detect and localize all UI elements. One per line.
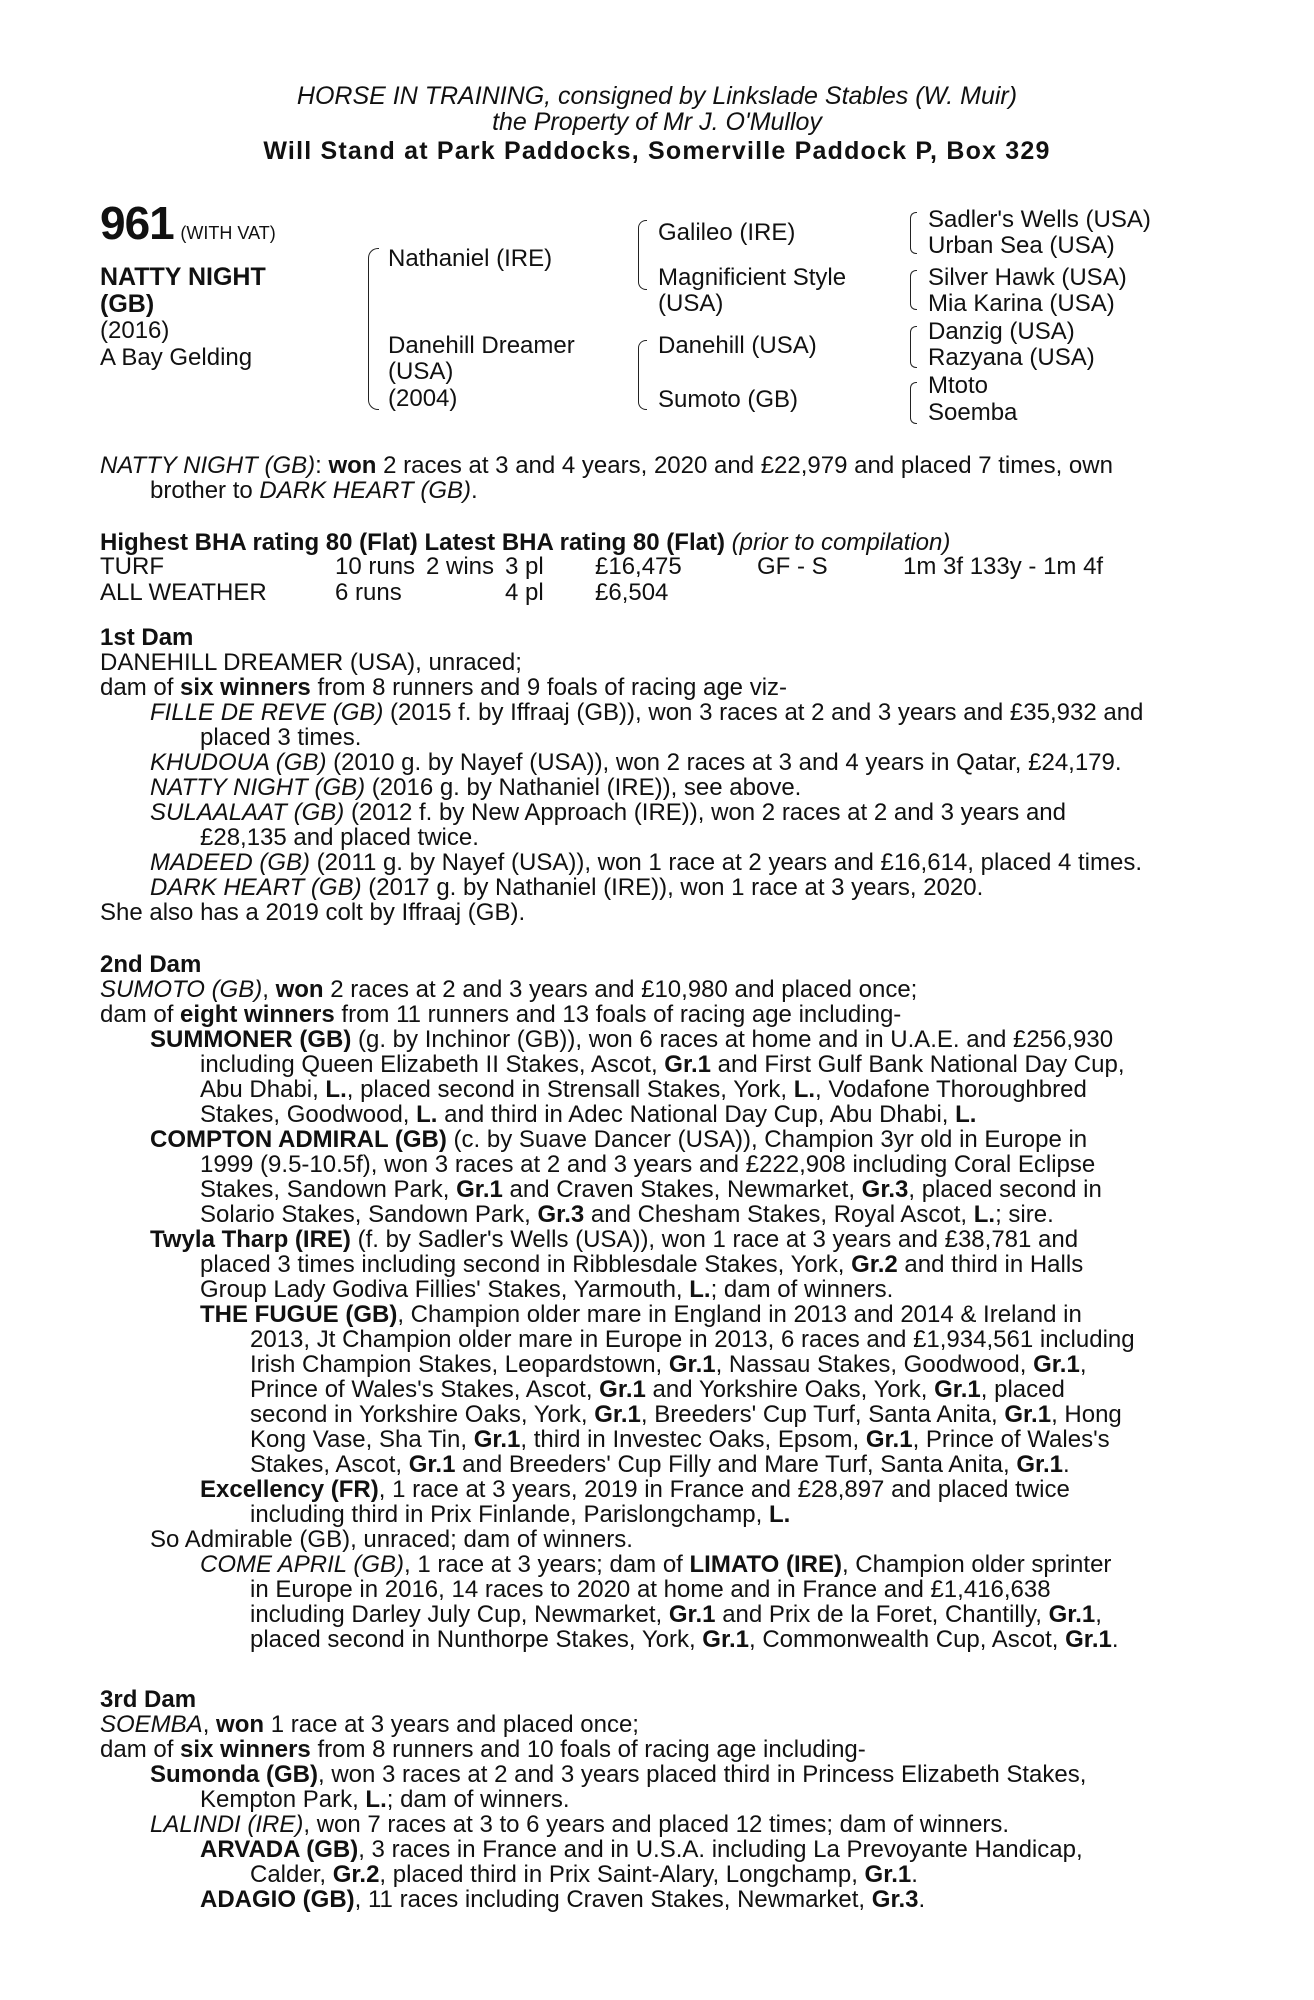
third-dam-name: SOEMBA (100, 1711, 203, 1738)
dam-sire-dam: Razyana (USA) (928, 344, 1095, 371)
produce-text: (2012 f. by New Approach (IRE)), won 2 races at 2 and 3 years and (344, 799, 1066, 826)
produce-text: , placed (980, 1376, 1065, 1403)
grade: Gr.1 (473, 1426, 521, 1453)
prize: £16,475 (595, 553, 682, 580)
produce-text: , 1 race at 3 years, 2019 in France and £28,897 and placed twice (378, 1476, 1070, 1503)
grade: Gr.1 (456, 1176, 503, 1203)
surface: ALL WEATHER (100, 579, 267, 606)
dam-sire: Danehill (USA) (658, 332, 817, 359)
grade: Gr.1 (1065, 1626, 1112, 1653)
horse-description: A Bay Gelding (100, 344, 253, 371)
punct: . (911, 1861, 918, 1888)
produce-text: Kempton Park, (200, 1786, 366, 1813)
winners-bold: six winners (180, 674, 311, 701)
produce-text: (2011 g. by Nayef (USA)), won 1 race at 2 years and £16,614, placed 4 times. (310, 849, 1143, 876)
produce-text: , Hong (1051, 1401, 1122, 1428)
grade: Gr.1 (864, 1861, 912, 1888)
summary-horse: NATTY NIGHT (GB) (100, 452, 316, 479)
lot-number-block (100, 197, 276, 249)
produce-text: (2017 g. by Nathaniel (IRE)), won 1 race at 3 years, 2020. (361, 874, 984, 901)
produce-text: 2013, Jt Champion older mare in Europe in 2013, 6 races and £1,934,561 including (250, 1326, 1135, 1353)
produce-name: Excellency (FR) (200, 1476, 379, 1503)
grade: Gr.1 (1016, 1451, 1064, 1478)
grade: Gr.1 (668, 1351, 716, 1378)
grade: Gr.3 (861, 1176, 909, 1203)
produce-name: LALINDI (IRE) (150, 1811, 304, 1838)
punct: . (918, 1886, 926, 1913)
produce-text: ; sire. (995, 1201, 1054, 1228)
produce-text: ; dam of winners. (710, 1276, 894, 1303)
runs: 10 runs (335, 553, 416, 580)
listed: L. (416, 1101, 438, 1128)
produce-name: Sumonda (GB) (150, 1761, 318, 1788)
also-has: She also has a 2019 colt by Iffraaj (GB). (100, 899, 526, 926)
vat-label: (WITH VAT) (180, 223, 276, 243)
produce-text: , Prince of Wales's (912, 1426, 1110, 1453)
dam-name-line2: (USA) (388, 358, 454, 385)
listed: L. (973, 1201, 996, 1228)
listed: L. (793, 1076, 816, 1103)
rating-bold: Highest BHA rating 80 (Flat) Latest BHA rating 80 (Flat) (100, 529, 725, 556)
grade: Gr.2 (332, 1861, 380, 1888)
winners-post: from 11 runners and 13 foals of racing age including- (334, 1001, 902, 1028)
won-label: won (275, 976, 324, 1003)
produce-name: KHUDOUA (GB) (150, 749, 327, 776)
lot-number: 961 (100, 197, 174, 249)
winners-pre: dam of (100, 674, 181, 701)
dam-dam-sire: Mtoto (928, 372, 989, 399)
produce-name: COMPTON ADMIRAL (GB) (150, 1126, 447, 1153)
produce-text: (2016 g. by Nathaniel (IRE)), see above. (365, 774, 802, 801)
produce-name: NATTY NIGHT (GB) (150, 774, 366, 801)
dam-dam: Sumoto (GB) (658, 386, 799, 413)
dam-sire-sire: Danzig (USA) (928, 318, 1075, 345)
produce-text: ; dam of winners. (386, 1786, 570, 1813)
summary-text1: 2 races at 3 and 4 years, 2020 and £22,979 and placed 7 times, own (376, 452, 1113, 479)
produce-text: (f. by Sadler's Wells (USA)), won 1 race at 3 years and £38,781 and (350, 1226, 1079, 1253)
going: GF - S (757, 553, 828, 580)
stand-line: Will Stand at Park Paddocks, Somerville Paddock P, Box 329 (263, 137, 1051, 165)
produce-name: ADAGIO (GB) (200, 1886, 355, 1913)
produce-text: (2010 g. by Nayef (USA)), won 2 races at 3 and 4 years in Qatar, £24,179. (326, 749, 1122, 776)
produce-text-cont: £28,135 and placed twice. (200, 824, 479, 851)
punct: . (1111, 1626, 1119, 1653)
dam-dam-dam: Soemba (928, 399, 1018, 426)
listed: L. (365, 1786, 387, 1813)
wins: 2 wins (426, 553, 495, 580)
winners-pre: dam of (100, 1736, 181, 1763)
horse-country: (GB) (100, 290, 155, 318)
summary-text2b: . (471, 477, 478, 504)
produce-text: , won 3 races at 2 and 3 years placed third in Princess Elizabeth Stakes, (318, 1761, 1087, 1788)
produce-text: and Breeders' Cup Filly and Mare Turf, Santa Anita, (455, 1451, 1017, 1478)
produce-text: Stakes, Ascot, (250, 1451, 409, 1478)
produce-text: and Yorkshire Oaks, York, (645, 1376, 935, 1403)
summary-brother: DARK HEART (GB) (259, 477, 471, 504)
produce-text: and Prix de la Foret, Chantilly, (715, 1601, 1049, 1628)
produce-text: , third in Investec Oaks, Epsom, (520, 1426, 866, 1453)
produce-text: , 3 races in France and in U.S.A. including La Prevoyante Handicap, (358, 1836, 1083, 1863)
grade: Gr.1 (1033, 1351, 1080, 1378)
second-dam-name: SUMOTO (GB) (100, 976, 263, 1003)
grade: Gr.1 (599, 1376, 646, 1403)
placed: 3 pl (505, 553, 544, 580)
produce-text: , placed third in Prix Saint-Alary, Longchamp, (379, 1861, 865, 1888)
produce-text: Stakes, Sandown Park, (200, 1176, 457, 1203)
second-dam-heading: 2nd Dam (100, 951, 202, 978)
produce-text: Stakes, Goodwood, (200, 1101, 417, 1128)
property-line: the Property of Mr J. O'Mulloy (492, 108, 822, 136)
distance: 1m 3f 133y - 1m 4f (903, 553, 1104, 580)
prize: £6,504 (595, 579, 669, 606)
sire-sire-sire: Sadler's Wells (USA) (928, 206, 1151, 233)
produce-text: , Vodafone Thoroughbred (815, 1076, 1087, 1103)
winners-bold: six winners (180, 1736, 311, 1763)
produce-text: , won 7 races at 3 to 6 years and placed 12 times; dam of winners. (303, 1811, 1010, 1838)
produce-text: , Champion older sprinter (841, 1551, 1112, 1578)
rating-heading (100, 530, 1210, 555)
punct: , (1095, 1601, 1102, 1628)
third-dam-section: 3rd Dam SOEMBA, won 1 race at 3 years and placed once; dam of six winners from 8 runners and 10 foals of racing age including- Sumonda (GB), won 3 races at 2 and 3 years placed third in Princess Elizabeth Stakes, Kempton Park, L.; dam of winners. LALINDI (IRE), won 7 races at 3 to 6 years and placed 12 times; dam of winners. ARVADA (GB), 3 races in France and in U.S.A. including La Prevoyante Handicap, Calder, Gr.2, placed third in Prix Saint-Alary, Longchamp, Gr.1. ADAGIO (GB), 11 races including Craven Stakes, Newmarket, Gr.3. (100, 1687, 1210, 1912)
grade: Gr.3 (871, 1886, 919, 1913)
grade: Gr.1 (594, 1401, 641, 1428)
produce-text: and third in Adec National Day Cup, Abu Dhabi, (437, 1101, 956, 1128)
placed: 4 pl (505, 579, 544, 606)
grade: Gr.1 (664, 1051, 711, 1078)
grade: Gr.1 (865, 1426, 913, 1453)
produce-text: Group Lady Godiva Fillies' Stakes, Yarmouth, (200, 1276, 690, 1303)
sire-sire-dam: Urban Sea (USA) (928, 232, 1115, 259)
grade: Gr.1 (668, 1601, 716, 1628)
produce-text: Solario Stakes, Sandown Park, (200, 1201, 538, 1228)
consignor-line: HORSE IN TRAINING, consigned by Linkslade Stables (W. Muir) (296, 82, 1018, 110)
brace-dd (910, 382, 917, 424)
produce-name: COME APRIL (GB) (200, 1551, 405, 1578)
rating-note: (prior to compilation) (724, 529, 951, 556)
sire-dam-dam: Mia Karina (USA) (928, 290, 1115, 317)
grade: Gr.1 (934, 1376, 981, 1403)
race-summary: NATTY NIGHT (GB): won 2 races at 3 and 4 years, 2020 and £22,979 and placed 7 times, own brother to DARK HEART (GB). (100, 452, 1113, 504)
grade: Gr.1 (702, 1626, 749, 1653)
sire-name: Nathaniel (IRE) (388, 245, 553, 272)
produce-name: LIMATO (IRE) (689, 1551, 842, 1578)
sire-dam-line2: (USA) (658, 290, 724, 317)
second-dam-text: 2 races at 2 and 3 years and £10,980 and placed once; (323, 976, 918, 1003)
produce-text: , Champion older mare in England in 2013 and 2014 & Ireland in (397, 1301, 1082, 1328)
produce-text: and Chesham Stakes, Royal Ascot, (584, 1201, 974, 1228)
summary-text2a: brother to (150, 477, 260, 504)
produce-text: including third in Prix Finlande, Parislongchamp, (250, 1501, 769, 1528)
grade: Gr.3 (537, 1201, 585, 1228)
produce-text: including Queen Elizabeth II Stakes, Ascot, (200, 1051, 665, 1078)
pedigree-brace-dam (638, 340, 647, 410)
brace-sd (910, 270, 917, 310)
produce-name: SUMMONER (GB) (150, 1026, 352, 1053)
produce-text: , 11 races including Craven Stakes, Newmarket, (354, 1886, 872, 1913)
produce-name: FILLE DE REVE (GB) (150, 699, 384, 726)
produce-name: Twyla Tharp (IRE) (150, 1226, 351, 1253)
produce-text: , Breeders' Cup Turf, Santa Anita, (640, 1401, 1005, 1428)
listed: L. (955, 1101, 977, 1128)
punct: . (1063, 1451, 1070, 1478)
second-dam-section: 2nd Dam SUMOTO (GB), won 2 races at 2 and 3 years and £10,980 and placed once; dam of eight winners from 11 runners and 13 foals of racing age including- SUMMONER (GB) (g. by Inchinor (GB)), won 6 races at home and in U.A.E. and £256,930 including Queen Elizabeth II Stakes, Ascot, Gr.1 and First Gulf Bank National Day Cup, Abu Dhabi, L., placed second in Strensall Stakes, York, L., Vodafone Thoroughbred Stakes, Goodwood, L. and third in Adec National Day Cup, Abu Dhabi, L. COMPTON ADMIRAL (GB) (c. by Suave Dancer (USA)), Champion 3yr old in Europe in 1999 (9.5-10.5f), won 3 races at 2 and 3 years and £222,908 including Coral Eclipse Stakes, Sandown Park, Gr.1 and Craven Stakes, Newmarket, Gr.3, placed second in Solario Stakes, Sandown Park, Gr.3 and Chesham Stakes, Royal Ascot, L.; sire. Twyla Tharp (IRE) (f. by Sadler's Wells (USA)), won 1 race at 3 years and £38,781 and placed 3 times including second in Ribblesdale Stakes, York, Gr.2 and third in Halls Group Lady Godiva Fillies' Stakes, Yarmouth, L.; dam of winners. THE FUGUE (GB), Champion older mare in England in 2013 and 2014 & Ireland in 2013, Jt Champion older mare in Europe in 2013, 6 races and £1,934,561 including Irish Champion Stakes, Leopardstown, Gr.1, Nassau Stakes, Goodwood, Gr.1, Prince of Wales's Stakes, Ascot, Gr.1 and Yorkshire Oaks, York, Gr.1, placed second in Yorkshire Oaks, York, Gr.1, Breeders' Cup Turf, Santa Anita, Gr.1, Hong Kong Vase, Sha Tin, Gr.1, third in Investec Oaks, Epsom, Gr.1, Prince of Wales's Stakes, Ascot, Gr.1 and Breeders' Cup Filly and Mare Turf, Santa Anita, Gr.1. Excellency (FR), 1 race at 3 years, 2019 in France and £28,897 and placed twice including third in Prix Finlande, Parislongchamp, L. So Admirable (GB), unraced; dam of winners. COME APRIL (GB), 1 race at 3 years; dam of LIMATO (IRE), Champion older sprinter in Europe in 2016, 14 races to 2020 at home and in France and £1,416,638 including Darley July Cup, Newmarket, Gr.1 and Prix de la Foret, Chantilly, Gr.1, placed second in Nunthorpe Stakes, York, Gr.1, Commonwealth Cup, Ascot, Gr.1. (100, 952, 1210, 1652)
grade: Gr.2 (851, 1251, 898, 1278)
dam-name-line3: (2004) (388, 385, 458, 412)
produce-name: MADEED (GB) (150, 849, 311, 876)
produce-text: Kong Vase, Sha Tin, (250, 1426, 474, 1453)
produce-text: Calder, (250, 1861, 333, 1888)
third-dam-text: 1 race at 3 years and placed once; (264, 1711, 639, 1738)
produce-text: , placed second in Strensall Stakes, York, (346, 1076, 794, 1103)
brace-ss (910, 212, 917, 254)
produce-text: 1999 (9.5-10.5f), won 3 races at 2 and 3 years and £222,908 including Coral Eclipse (200, 1151, 1096, 1178)
winners-pre: dam of (100, 1001, 181, 1028)
sire-dam-sire: Silver Hawk (USA) (928, 264, 1127, 291)
third-dam-heading: 3rd Dam (100, 1686, 197, 1713)
produce-text: and First Gulf Bank National Day Cup, (710, 1051, 1125, 1078)
first-dam-heading: 1st Dam (100, 624, 194, 651)
winners-post: from 8 runners and 10 foals of racing age including- (310, 1736, 866, 1763)
produce-name: SULAALAAT (GB) (150, 799, 345, 826)
produce-text: Prince of Wales's Stakes, Ascot, (250, 1376, 600, 1403)
produce-text: , Nassau Stakes, Goodwood, (715, 1351, 1034, 1378)
won-label: won (216, 1711, 265, 1738)
produce-text: and Craven Stakes, Newmarket, (502, 1176, 862, 1203)
summary-won: won (328, 452, 377, 479)
produce-text: , Commonwealth Cup, Ascot, (749, 1626, 1066, 1653)
horse-name: NATTY NIGHT (100, 263, 266, 291)
produce-text: (c. by Suave Dancer (USA)), Champion 3yr old in Europe in (446, 1126, 1088, 1153)
produce-text: So Admirable (GB), unraced; dam of winners. (150, 1526, 633, 1553)
produce-text: Abu Dhabi, (200, 1076, 326, 1103)
grade: Gr.1 (1048, 1601, 1096, 1628)
dam-name-line1: Danehill Dreamer (388, 332, 575, 359)
produce-text: (2015 f. by Iffraaj (GB)), won 3 races at 2 and 3 years and £35,932 and (383, 699, 1144, 726)
foaling-year: (2016) (100, 317, 170, 344)
produce-text: , 1 race at 3 years; dam of (404, 1551, 690, 1578)
produce-name: DARK HEART (GB) (150, 874, 362, 901)
produce-text: placed 3 times including second in Ribblesdale Stakes, York, (200, 1251, 852, 1278)
sire-sire: Galileo (IRE) (658, 219, 796, 246)
produce-text: second in Yorkshire Oaks, York, (250, 1401, 595, 1428)
punct: , (1079, 1351, 1087, 1378)
produce-text: , placed second in (908, 1176, 1102, 1203)
produce-text: Irish Champion Stakes, Leopardstown, (250, 1351, 669, 1378)
produce-text-cont: placed 3 times. (200, 724, 362, 751)
listed: L. (689, 1276, 711, 1303)
listed: L. (325, 1076, 347, 1103)
surface: TURF (100, 553, 164, 580)
grade: Gr.1 (408, 1451, 456, 1478)
produce-text: placed second in Nunthorpe Stakes, York, (250, 1626, 703, 1653)
winners-post: from 8 runners and 9 foals of racing age viz- (310, 674, 788, 701)
pedigree-brace-sire (638, 220, 647, 290)
winners-bold: eight winners (180, 1001, 335, 1028)
produce-name: THE FUGUE (GB) (200, 1301, 398, 1328)
produce-text: including Darley July Cup, Newmarket, (250, 1601, 669, 1628)
pedigree-brace-main (368, 248, 379, 410)
brace-ds (910, 326, 917, 368)
grade: Gr.1 (1004, 1401, 1052, 1428)
first-dam-section (100, 625, 1210, 925)
produce-name: ARVADA (GB) (200, 1836, 359, 1863)
first-dam-name: DANEHILL DREAMER (USA), unraced; (100, 649, 522, 676)
produce-text: and third in Halls (897, 1251, 1084, 1278)
produce-text: (g. by Inchinor (GB)), won 6 races at home and in U.A.E. and £256,930 (351, 1026, 1114, 1053)
runs: 6 runs (335, 579, 402, 606)
sire-dam-line1: Magnificient Style (658, 264, 847, 291)
produce-text: in Europe in 2016, 14 races to 2020 at home and in France and £1,416,638 (250, 1576, 1051, 1603)
listed: L. (768, 1501, 791, 1528)
